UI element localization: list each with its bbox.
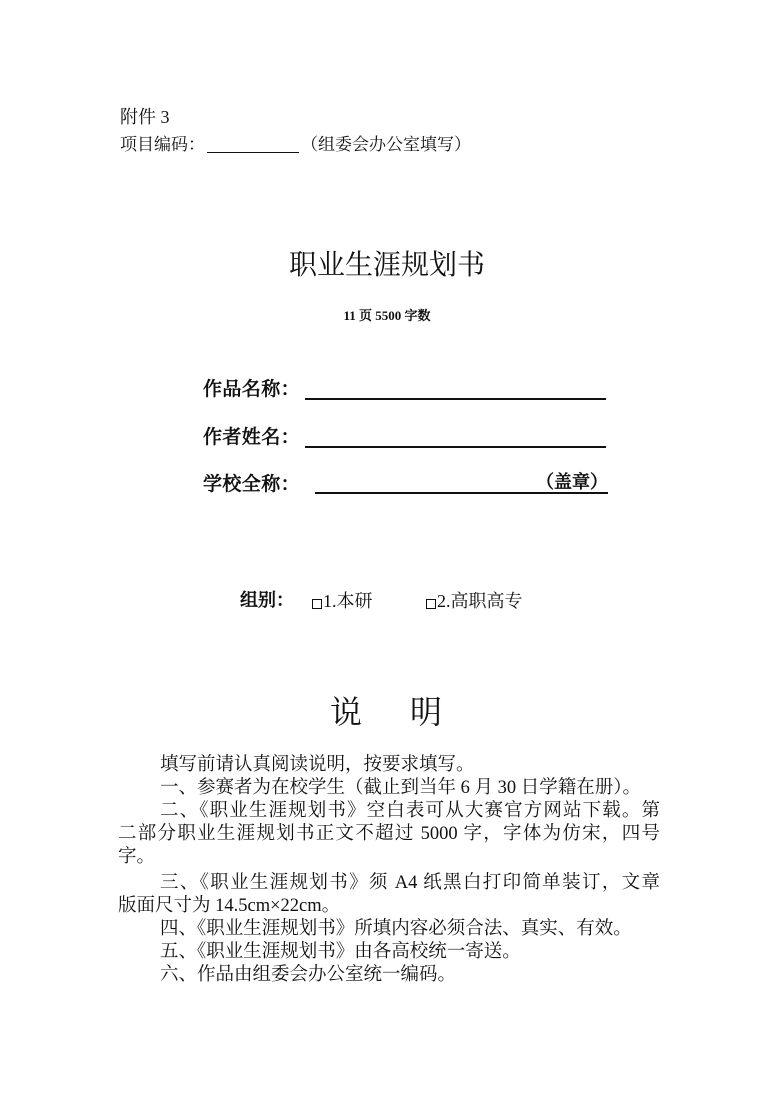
group-option-label: 1.本研 xyxy=(323,591,373,611)
group-option-label: 2.高职高专 xyxy=(437,591,523,611)
group-label: 组别： xyxy=(240,590,294,611)
instruction-line: 二部分职业生涯规划书正文不超过 5000 字，字体为仿宋，四号 xyxy=(118,824,660,844)
checkbox-icon[interactable] xyxy=(312,599,322,609)
group-option-undergrad[interactable] xyxy=(312,591,373,611)
checkbox-icon[interactable] xyxy=(426,599,436,609)
document-subtitle: 11 页 5500 字数 xyxy=(343,308,431,323)
project-code-field[interactable] xyxy=(207,136,299,153)
instruction-line: 三、《职业生涯规划书》须 A4 纸黑白打印简单装订，文章 xyxy=(160,873,660,893)
instruction-line: 一、参赛者为在校学生（截止到当年 6 月 30 日学籍在册）。 xyxy=(160,778,642,798)
school-name-field[interactable] xyxy=(315,474,608,494)
document-title: 职业生涯规划书 xyxy=(288,248,485,281)
author-name-field[interactable] xyxy=(305,428,606,448)
school-name-label: 学校全称： xyxy=(203,473,301,495)
instruction-line: 二、《职业生涯规划书》空白表可从大赛官方网站下载。第 xyxy=(160,801,660,821)
instruction-line: 填写前请认真阅读说明，按要求填写。 xyxy=(160,755,475,775)
work-name-field[interactable] xyxy=(305,380,606,400)
instructions-title: 说明 xyxy=(330,694,491,730)
instruction-line: 版面尺寸为 14.5cm×22cm。 xyxy=(118,896,341,916)
instruction-paragraph xyxy=(118,964,660,987)
instruction-paragraph xyxy=(118,777,660,800)
attachment-number: 附件 3 xyxy=(120,107,170,127)
instruction-line: 六、作品由组委会办公室统一编码。 xyxy=(160,965,457,985)
group-option-vocational[interactable] xyxy=(426,591,523,611)
instructions-body xyxy=(118,754,660,987)
school-stamp-note: （盖章） xyxy=(536,472,608,493)
instruction-paragraph xyxy=(118,941,660,964)
instruction-line: 五、《职业生涯规划书》由各高校统一寄送。 xyxy=(160,942,521,962)
project-code-note: （组委会办公室填写） xyxy=(301,135,471,154)
project-code-label: 项目编码： xyxy=(120,135,205,154)
project-code-row xyxy=(120,136,471,154)
instruction-paragraph xyxy=(118,918,660,941)
work-name-label: 作品名称： xyxy=(203,378,301,400)
author-name-label: 作者姓名： xyxy=(203,426,301,448)
instruction-paragraph xyxy=(118,754,660,777)
instruction-line: 字。 xyxy=(118,847,156,867)
instruction-paragraph xyxy=(118,872,660,918)
instruction-line: 四、《职业生涯规划书》所填内容必须合法、真实、有效。 xyxy=(160,919,632,939)
instruction-paragraph xyxy=(118,800,660,869)
